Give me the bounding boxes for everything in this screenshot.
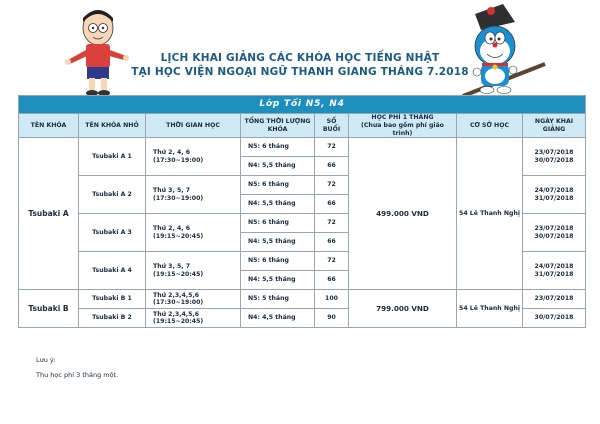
fee-cell: 499.000 VND (349, 138, 457, 290)
schedule-cell (146, 176, 241, 214)
sessions-cell: 100 (315, 290, 349, 309)
start-date-cell: 23/07/2018 (523, 290, 586, 309)
sub-course-name: Tsubaki A 2 (79, 176, 146, 214)
column-header-duration: TỔNG THỜI LƯỢNG KHÓA (241, 114, 315, 138)
sessions-cell: 72 (315, 252, 349, 271)
schedule-time: (19:15~20:45) (153, 318, 204, 326)
sub-course-name: Tsubaki A 4 (79, 252, 146, 290)
start-date-cell (523, 252, 586, 290)
schedule-cell (146, 252, 241, 290)
duration-cell: N4: 5,5 tháng (241, 157, 315, 176)
sessions-cell: 66 (315, 233, 349, 252)
sub-course-name: Tsubaki A 3 (79, 214, 146, 252)
sub-course-name: Tsubaki B 1 (79, 290, 146, 309)
sub-course-name: Tsubaki B 2 (79, 309, 146, 328)
notes-text: Thu học phí 3 tháng một. (36, 371, 119, 379)
start-date: 24/07/2018 (534, 263, 574, 270)
sessions-cell: 66 (315, 271, 349, 290)
column-header-sessions: SỐ BUỔI (315, 114, 349, 138)
fee-header-label: HỌC PHÍ 1 THÁNG (371, 114, 434, 121)
start-date: 31/07/2018 (534, 194, 574, 202)
start-date: 30/07/2018 (534, 232, 574, 240)
duration-cell: N5: 6 tháng (241, 176, 315, 195)
sessions-cell: 66 (315, 157, 349, 176)
column-header-schedule: THỜI GIAN HỌC (146, 114, 241, 138)
schedule-title-line-1: LỊCH KHAI GIẢNG CÁC KHÓA HỌC TIẾNG NHẬT (160, 52, 440, 64)
fee-cell: 799.000 VND (349, 290, 457, 328)
table-row (19, 290, 586, 309)
schedule-table (18, 95, 586, 328)
location-cell: 54 Lê Thanh Nghị (457, 290, 523, 328)
schedule-cell (146, 138, 241, 176)
schedule-days: Thứ 2,3,4,5,6 (153, 310, 200, 318)
start-date: 30/07/2018 (534, 156, 574, 164)
sessions-cell: 90 (315, 309, 349, 328)
duration-cell: N5: 6 tháng (241, 252, 315, 271)
duration-cell: N5: 6 tháng (241, 138, 315, 157)
schedule-cell (146, 309, 241, 328)
schedule-time: (19:15~20:45) (153, 232, 204, 240)
schedule-title-line-2: TẠI HỌC VIỆN NGOẠI NGỮ THANH GIANG THÁNG 7.2018 (131, 66, 469, 78)
sessions-cell: 66 (315, 195, 349, 214)
schedule-days: Thứ 2,3,4,5,6 (153, 291, 200, 299)
column-header-fee (349, 114, 457, 138)
start-date: 24/07/2018 (534, 187, 574, 194)
start-date-cell: 30/07/2018 (523, 309, 586, 328)
duration-cell: N4: 5,5 tháng (241, 195, 315, 214)
duration-cell: N4: 4,5 tháng (241, 309, 315, 328)
start-date-cell (523, 214, 586, 252)
course-name: Tsubaki A (19, 138, 79, 290)
sessions-cell: 72 (315, 176, 349, 195)
start-date-cell (523, 176, 586, 214)
start-date-cell (523, 138, 586, 176)
sessions-cell: 72 (315, 138, 349, 157)
schedule-cell (146, 290, 241, 309)
location-cell: 54 Lê Thanh Nghị (457, 138, 523, 290)
column-header-start-date: NGÀY KHAI GIẢNG (523, 114, 586, 138)
schedule-days: Thứ 2, 4, 6 (153, 225, 191, 232)
schedule-time: (17:30~19:00) (153, 156, 204, 164)
column-header-location: CƠ SỞ HỌC (457, 114, 523, 138)
start-date: 31/07/2018 (534, 270, 574, 278)
table-row (19, 138, 586, 157)
schedule-days: Thứ 3, 5, 7 (19:15~20:45) (153, 263, 204, 278)
duration-cell: N4: 5,5 tháng (241, 271, 315, 290)
duration-cell: N4: 5,5 tháng (241, 233, 315, 252)
notes-label: Lưu ý: (36, 356, 56, 364)
sub-course-name: Tsubaki A 1 (79, 138, 146, 176)
fee-header-note: (Chưa bao gồm phí giáo trình) (361, 121, 444, 137)
schedule-days: Thứ 2, 4, 6 (153, 149, 191, 156)
column-header-course: TÊN KHÓA (19, 114, 79, 138)
schedule-days: Thứ 3, 5, 7 (153, 187, 191, 194)
schedule-cell (146, 214, 241, 252)
start-date: 23/07/2018 (534, 149, 574, 156)
duration-cell: N5: 6 tháng (241, 214, 315, 233)
start-date: 23/07/2018 (534, 225, 574, 232)
course-name: Tsubaki B (19, 290, 79, 328)
duration-cell: N5: 5 tháng (241, 290, 315, 309)
schedule-time: (17:30~19:00) (153, 194, 204, 202)
schedule-time: (17:30~19:00) (153, 299, 204, 307)
sessions-cell: 72 (315, 214, 349, 233)
column-header-sub-course: TÊN KHÓA NHỎ (79, 114, 146, 138)
class-banner: Lớp Tối N5, N4 (19, 96, 586, 114)
